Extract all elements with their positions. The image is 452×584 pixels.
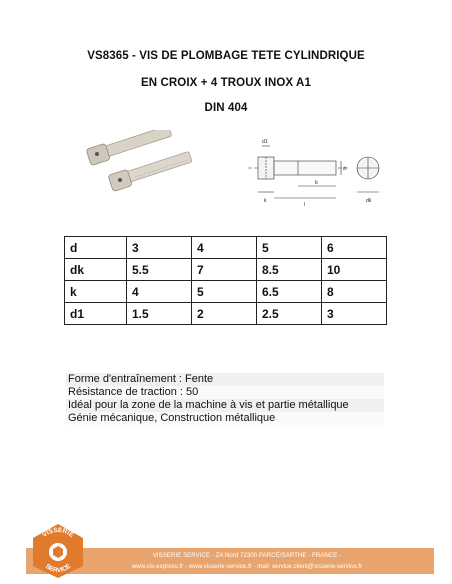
table-row — [65, 259, 387, 281]
dimensions-table — [64, 236, 387, 325]
footer-address: VISSERIE SERVICE - ZA Nord 72300 PARCÉ/SARTHE - FRANCE - — [152, 552, 342, 559]
label-b: b — [315, 180, 318, 186]
label-d1: d1 — [262, 139, 268, 145]
table-cell: 7 — [192, 259, 257, 281]
description-line: Génie mécanique, Construction métallique — [66, 412, 384, 425]
technical-drawing — [238, 132, 394, 212]
table-cell: k — [65, 281, 127, 303]
label-d: d — [343, 166, 346, 172]
table-cell: 5 — [257, 237, 322, 259]
logo-text-top: VISSERIE — [41, 526, 75, 539]
logo-text-bottom: SERVICE — [43, 562, 73, 575]
table-cell: d1 — [65, 303, 127, 325]
table-cell: 2.5 — [257, 303, 322, 325]
table-cell: 5.5 — [127, 259, 192, 281]
footer-links: www.vis-express.fr - www.visserie-service.fr - mail: service.client@visserie-service.fr — [131, 563, 363, 570]
table-cell: 4 — [127, 281, 192, 303]
table-row — [65, 237, 387, 259]
label-l: l — [304, 202, 306, 208]
description-line: Idéal pour la zone de la machine à vis et partie métallique — [66, 399, 384, 412]
screw-image-2 — [108, 151, 192, 191]
label-dk: dk — [366, 198, 372, 204]
table-cell: dk — [65, 259, 127, 281]
table-cell: d — [65, 237, 127, 259]
description-line: Résistance de traction : 50 — [66, 386, 384, 399]
table-cell: 3 — [322, 303, 387, 325]
table-cell: 5 — [192, 281, 257, 303]
table-cell: 2 — [192, 303, 257, 325]
product-photo — [80, 130, 198, 194]
title-line-1: VS8365 - VIS DE PLOMBAGE TETE CYLINDRIQUE — [87, 50, 365, 62]
table-cell: 6.5 — [257, 281, 322, 303]
table-cell: 10 — [322, 259, 387, 281]
table-cell: 8 — [322, 281, 387, 303]
table-cell: 6 — [322, 237, 387, 259]
table-cell: 8.5 — [257, 259, 322, 281]
title-line-3: DIN 404 — [204, 102, 248, 114]
table-cell: 3 — [127, 237, 192, 259]
description-line: Forme d'entraînement : Fente — [66, 373, 384, 386]
label-k: k — [264, 198, 267, 204]
table-row — [65, 281, 387, 303]
visserie-service-logo — [27, 522, 89, 578]
table-row — [65, 303, 387, 325]
table-cell: 1.5 — [127, 303, 192, 325]
product-description — [66, 373, 384, 425]
table-cell: 4 — [192, 237, 257, 259]
title-line-2: EN CROIX + 4 TROUX INOX A1 — [141, 77, 311, 89]
screw-image-1 — [86, 130, 172, 166]
